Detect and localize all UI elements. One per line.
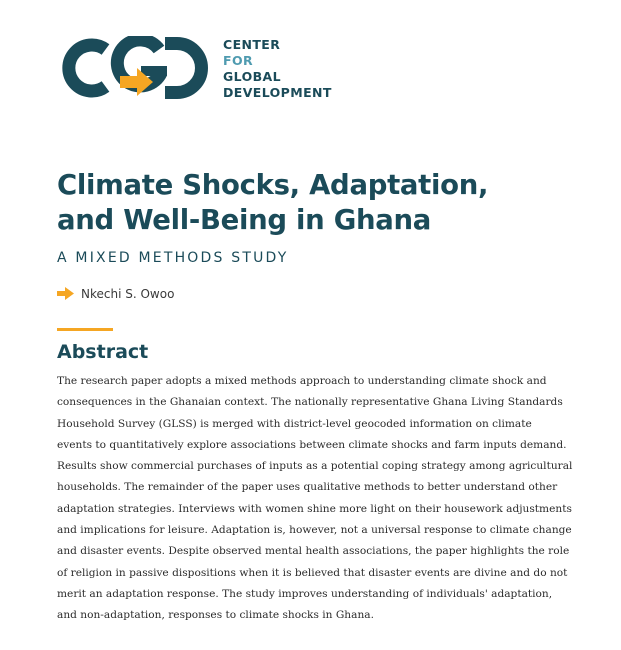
author-name: Nkechi S. Owoo — [81, 287, 175, 301]
abstract-line: merit an adaptation response. The study improves understanding of individuals' adaptation, — [57, 587, 553, 600]
wordmark-line: CENTER — [223, 37, 281, 52]
abstract-line: of religion in passive dispositions when it is believed that disaster events are divine and do not — [57, 566, 568, 579]
wordmark-line: GLOBAL — [223, 69, 281, 84]
abstract-line: events to quantitatively explore associations between climate shocks and farm inputs demand. — [57, 438, 567, 451]
section-divider — [57, 328, 113, 331]
abstract-line: The research paper adopts a mixed methods approach to understanding climate shock and — [57, 375, 547, 387]
abstract-line: Results show commercial purchases of inputs as a potential coping strategy among agricultural — [57, 460, 573, 473]
title-line: Climate Shocks, Adaptation, — [57, 169, 489, 201]
abstract-line: consequences in the Ghanaian context. The nationally representative Ghana Living Standards — [57, 396, 563, 409]
abstract-line: households. The remainder of the paper uses qualitative methods to better understand other — [57, 481, 558, 494]
wordmark-line: FOR — [223, 53, 253, 68]
abstract-line: and non-adaptation, responses to climate shocks in Ghana. — [57, 609, 374, 622]
abstract-heading: Abstract — [57, 341, 149, 363]
cgd-logo — [57, 36, 209, 100]
paper-subtitle: A MIXED METHODS STUDY — [57, 250, 289, 266]
abstract-line: adaptation strategies. Interviews with women shine more light on their housework adjustments — [57, 502, 572, 515]
abstract-body — [57, 371, 577, 627]
title-line: and Well-Being in Ghana — [57, 204, 432, 236]
wordmark-line: DEVELOPMENT — [223, 85, 332, 100]
arrow-mark-icon — [57, 287, 74, 300]
abstract-line: and disaster events. Despite observed mental health associations, the paper highlights the role — [57, 545, 570, 558]
logo-wordmark — [223, 37, 332, 101]
abstract-line: Household Survey (GLSS) is merged with district-level geocoded information on climate — [57, 417, 532, 430]
paper-title — [57, 168, 577, 238]
abstract-line: and implications for leisure. Adaptation is, however, not a universal response to climate change — [57, 524, 572, 537]
cgd-logo-mark — [57, 36, 209, 100]
